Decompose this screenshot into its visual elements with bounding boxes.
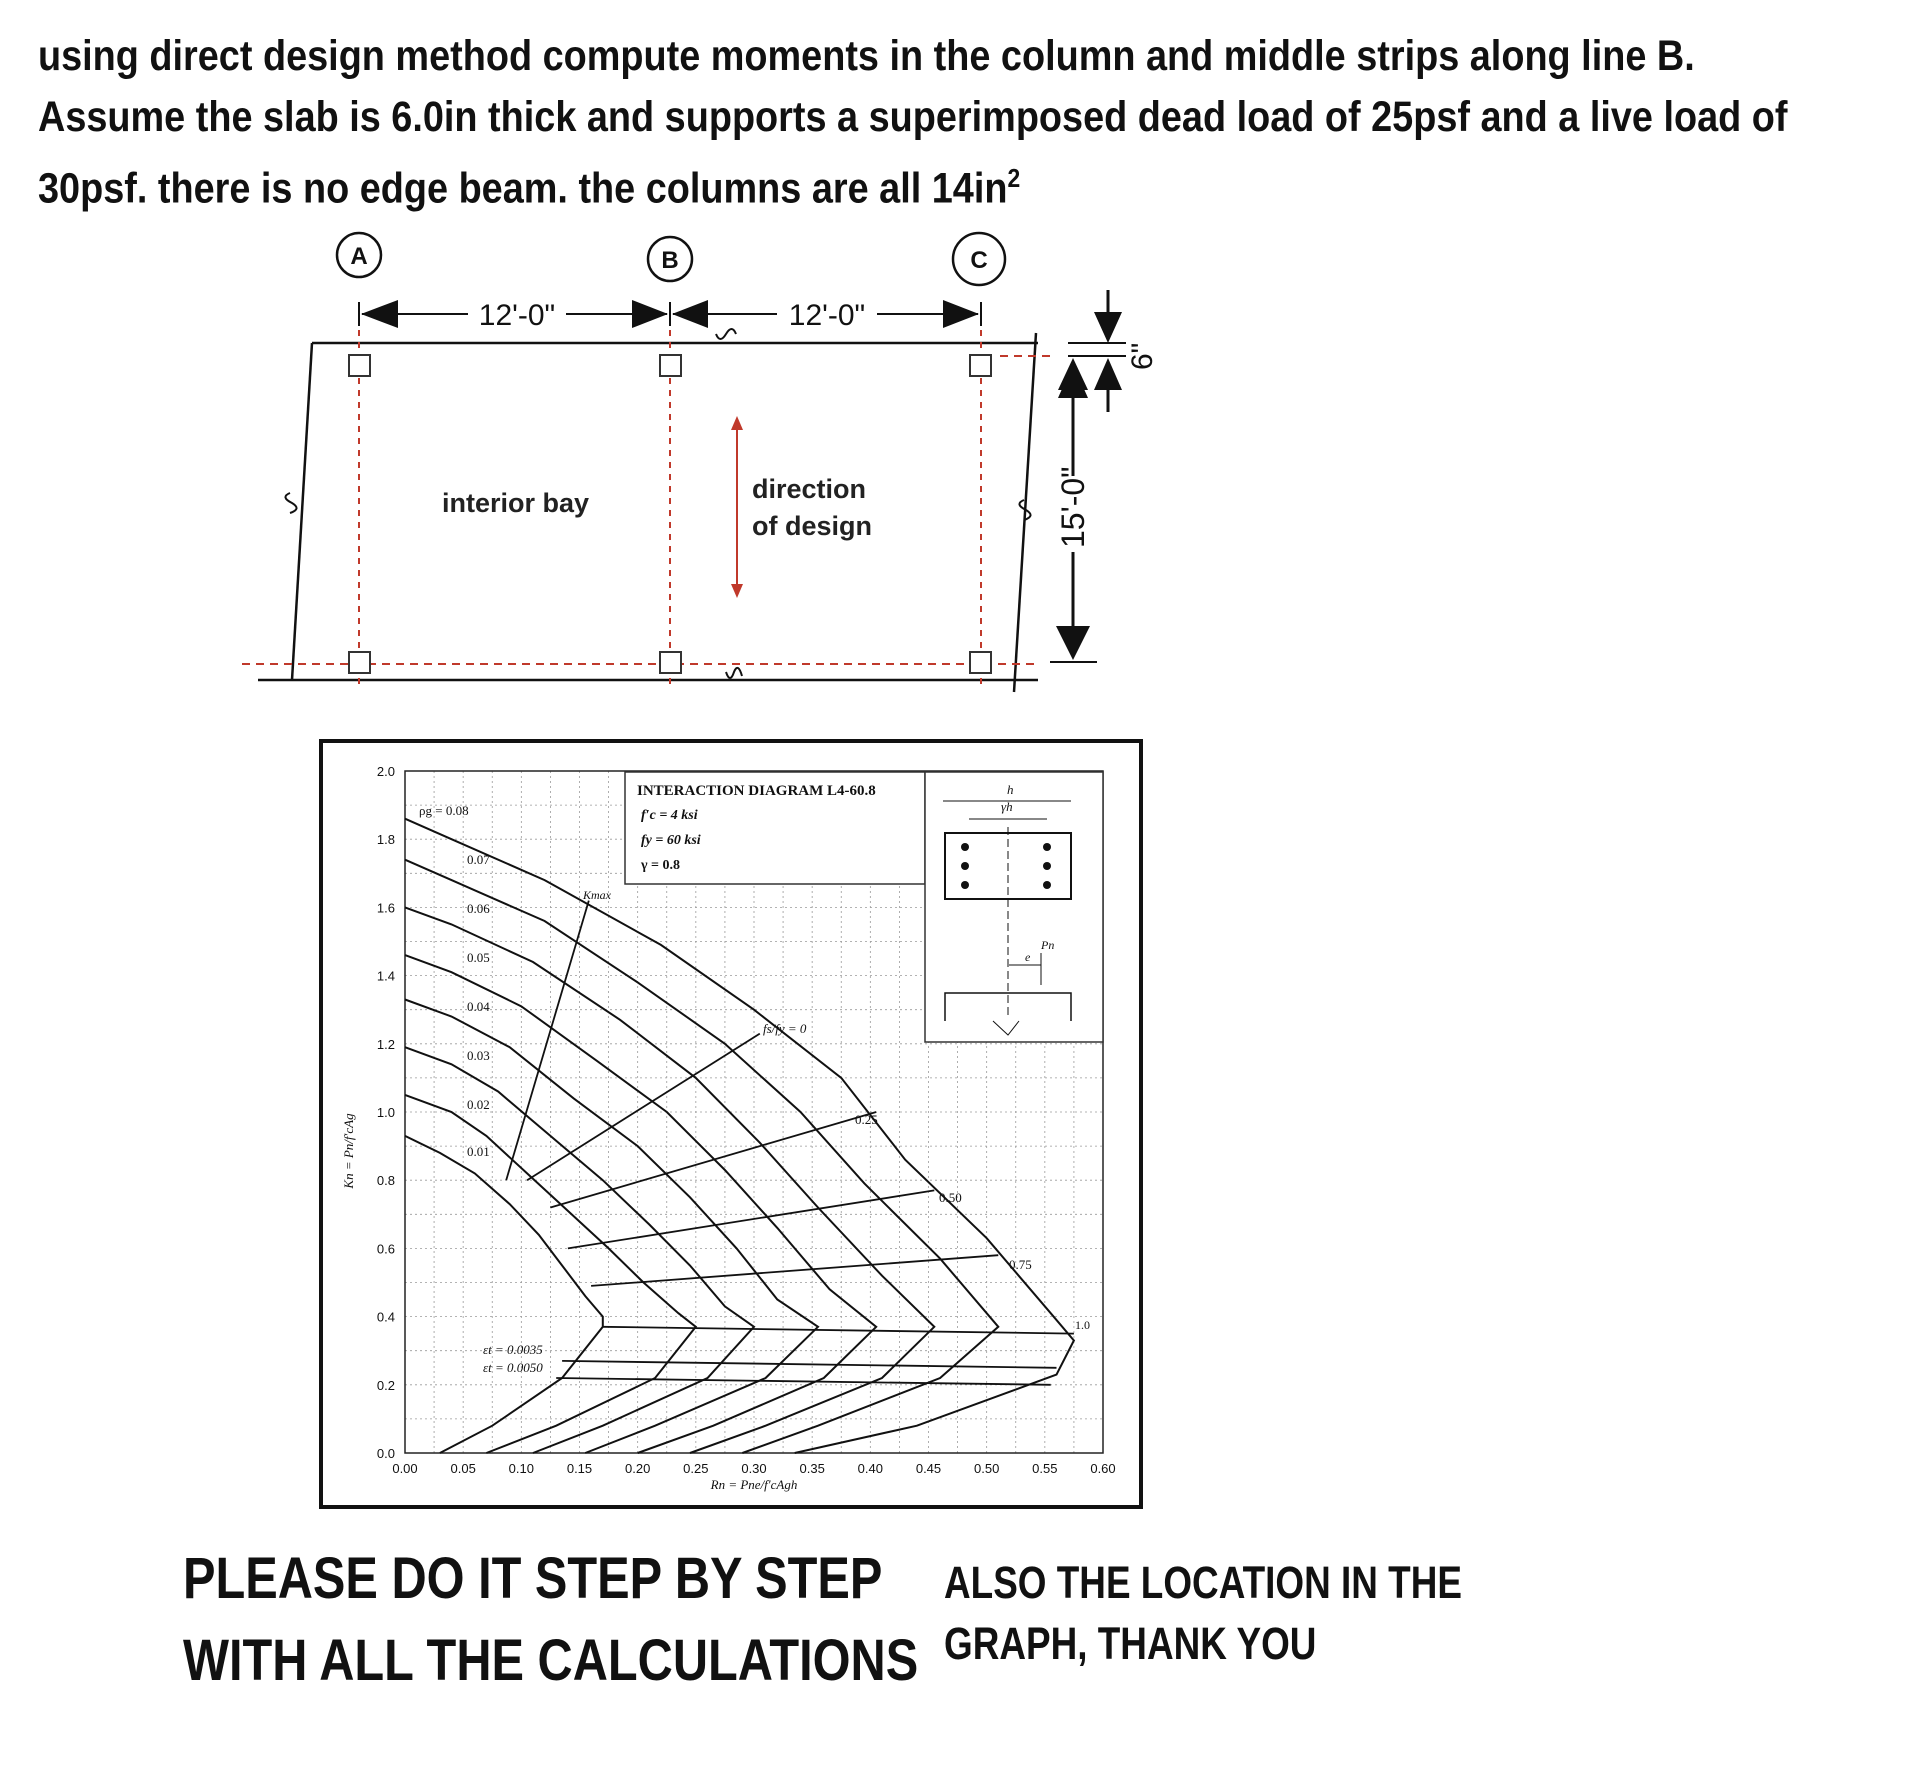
x-tick-label: 0.25 bbox=[683, 1461, 709, 1476]
inset-bar bbox=[961, 881, 969, 889]
label-fs-050: 0.50 bbox=[939, 1190, 962, 1205]
inset-pn: Pn bbox=[1041, 938, 1055, 952]
inset-h: h bbox=[1007, 782, 1014, 797]
y-tick-label: 1.2 bbox=[376, 1036, 395, 1052]
dim-left-label: 12'-0" bbox=[478, 299, 556, 332]
column-a-bottom bbox=[349, 652, 370, 673]
column-b-bottom bbox=[660, 652, 681, 673]
y-tick-label: 1.4 bbox=[376, 968, 395, 984]
slab-right-edge bbox=[1014, 333, 1036, 692]
label-rho-008: ρg = 0.08 bbox=[419, 803, 469, 818]
inset-bar bbox=[961, 862, 969, 870]
y-tick-label: 0.8 bbox=[376, 1173, 395, 1189]
grid-label-c: C bbox=[970, 247, 988, 274]
label-rho-007: 0.07 bbox=[467, 852, 490, 867]
y-tick-label: 2.0 bbox=[376, 764, 395, 779]
inset-bar bbox=[1043, 862, 1051, 870]
label-fs-ratio: fs/fy = 0 bbox=[763, 1021, 807, 1036]
thickness-arrow-up-left bbox=[1058, 358, 1088, 390]
dim-arrow-b-right bbox=[672, 300, 708, 328]
inset-box bbox=[925, 772, 1103, 1042]
footer-left-line-1: PLEASE DO IT STEP BY STEP bbox=[183, 1546, 883, 1611]
direction-arrow-down bbox=[731, 584, 743, 598]
footer-right-line-1: ALSO THE LOCATION IN THE bbox=[944, 1557, 1462, 1608]
x-tick-label: 0.40 bbox=[857, 1461, 883, 1476]
x-tick-label: 0.60 bbox=[1090, 1461, 1116, 1476]
y-tick-label: 1.0 bbox=[376, 1105, 395, 1120]
direction-label-2: of design bbox=[752, 511, 872, 541]
y-tick-label: 1.6 bbox=[376, 900, 395, 916]
inset-e: e bbox=[1025, 950, 1031, 964]
inset-gh: γh bbox=[1001, 799, 1013, 814]
x-tick-label: 0.45 bbox=[915, 1461, 942, 1476]
chart-fc: f′c = 4 ksi bbox=[641, 808, 698, 823]
x-tick-label: 0.15 bbox=[566, 1461, 593, 1476]
thickness-arrow-down bbox=[1094, 312, 1122, 343]
grid-label-a: A bbox=[350, 243, 368, 270]
column-c-top bbox=[970, 355, 991, 376]
dim-right-label: 12'-0" bbox=[788, 299, 866, 332]
chart-gamma: γ = 0.8 bbox=[641, 858, 681, 873]
label-rho-004: 0.04 bbox=[467, 999, 490, 1014]
x-tick-label: 0.50 bbox=[974, 1461, 1000, 1476]
interior-bay-label: interior bay bbox=[442, 488, 590, 518]
label-fs-025: 0.25 bbox=[855, 1112, 878, 1127]
y-tick-label: 0.6 bbox=[376, 1241, 395, 1257]
footer-left-line-2: WITH ALL THE CALCULATIONS bbox=[183, 1628, 919, 1693]
x-axis-label: Rn = Pne/f′cAgh bbox=[710, 1477, 798, 1492]
x-tick-label: 0.05 bbox=[450, 1461, 476, 1476]
dim-arrow-c-left bbox=[943, 300, 979, 328]
label-fs-10: 1.0 bbox=[1075, 1318, 1090, 1332]
inset-bar bbox=[1043, 843, 1051, 851]
x-tick-label: 0.30 bbox=[741, 1461, 767, 1476]
break-mark-bottom bbox=[726, 668, 742, 678]
x-tick-label: 0.00 bbox=[392, 1461, 418, 1476]
label-rho-003: 0.03 bbox=[467, 1048, 490, 1063]
footer-right-line-2: GRAPH, THANK YOU bbox=[944, 1618, 1317, 1669]
direction-label-1: direction bbox=[752, 474, 867, 504]
dim-vertical-label: 15'-0" bbox=[1055, 466, 1091, 548]
x-tick-label: 0.35 bbox=[799, 1461, 825, 1476]
label-kmax: Kmax bbox=[583, 888, 611, 902]
grid-label-b: B bbox=[661, 247, 679, 274]
dim-arrow-a-right bbox=[361, 300, 398, 328]
y-tick-label: 1.8 bbox=[376, 832, 395, 848]
column-b-top bbox=[660, 355, 681, 376]
direction-arrow-up bbox=[731, 416, 743, 430]
column-c-bottom bbox=[970, 652, 991, 673]
label-rho-006: 0.06 bbox=[467, 901, 490, 916]
thickness-arrow-up-right bbox=[1094, 358, 1122, 390]
y-tick-label: 0.4 bbox=[376, 1309, 395, 1325]
question-line-3-sup: 2 bbox=[1007, 163, 1021, 193]
dim-vertical-arrow-down bbox=[1056, 626, 1090, 660]
inset-bar bbox=[1043, 881, 1051, 889]
break-mark-left bbox=[285, 493, 296, 513]
inset-bar bbox=[961, 843, 969, 851]
label-strain-2: εt = 0.0050 bbox=[483, 1360, 543, 1375]
thickness-label: 6" bbox=[1126, 342, 1159, 370]
y-tick-label: 0.0 bbox=[376, 1446, 395, 1461]
dim-arrow-b-left bbox=[632, 300, 668, 328]
question-line-3-text: 30psf. there is no edge beam. the columns are all 14in bbox=[38, 164, 1008, 213]
label-rho-005: 0.05 bbox=[467, 950, 490, 965]
x-tick-label: 0.55 bbox=[1032, 1461, 1058, 1476]
x-tick-label: 0.20 bbox=[625, 1461, 651, 1476]
label-strain-1: εt = 0.0035 bbox=[483, 1342, 543, 1357]
x-tick-label: 0.10 bbox=[508, 1461, 534, 1476]
break-mark-top bbox=[716, 329, 736, 339]
question-line-2: Assume the slab is 6.0in thick and supports a superimposed dead load of 25psf and a live load of bbox=[38, 93, 1788, 141]
chart-fy: fy = 60 ksi bbox=[641, 833, 701, 848]
y-axis-label: Kn = Pn/f′cAg bbox=[341, 1113, 356, 1189]
label-rho-002: 0.02 bbox=[467, 1097, 490, 1112]
y-tick-label: 0.2 bbox=[376, 1377, 395, 1393]
column-a-top bbox=[349, 355, 370, 376]
interaction-diagram-chart bbox=[319, 739, 1143, 1509]
label-fs-075: 0.75 bbox=[1009, 1257, 1032, 1272]
question-line-1: using direct design method compute moments in the column and middle strips along line B. bbox=[38, 32, 1695, 80]
chart-title: INTERACTION DIAGRAM L4-60.8 bbox=[637, 783, 876, 799]
label-rho-001: 0.01 bbox=[467, 1144, 490, 1159]
